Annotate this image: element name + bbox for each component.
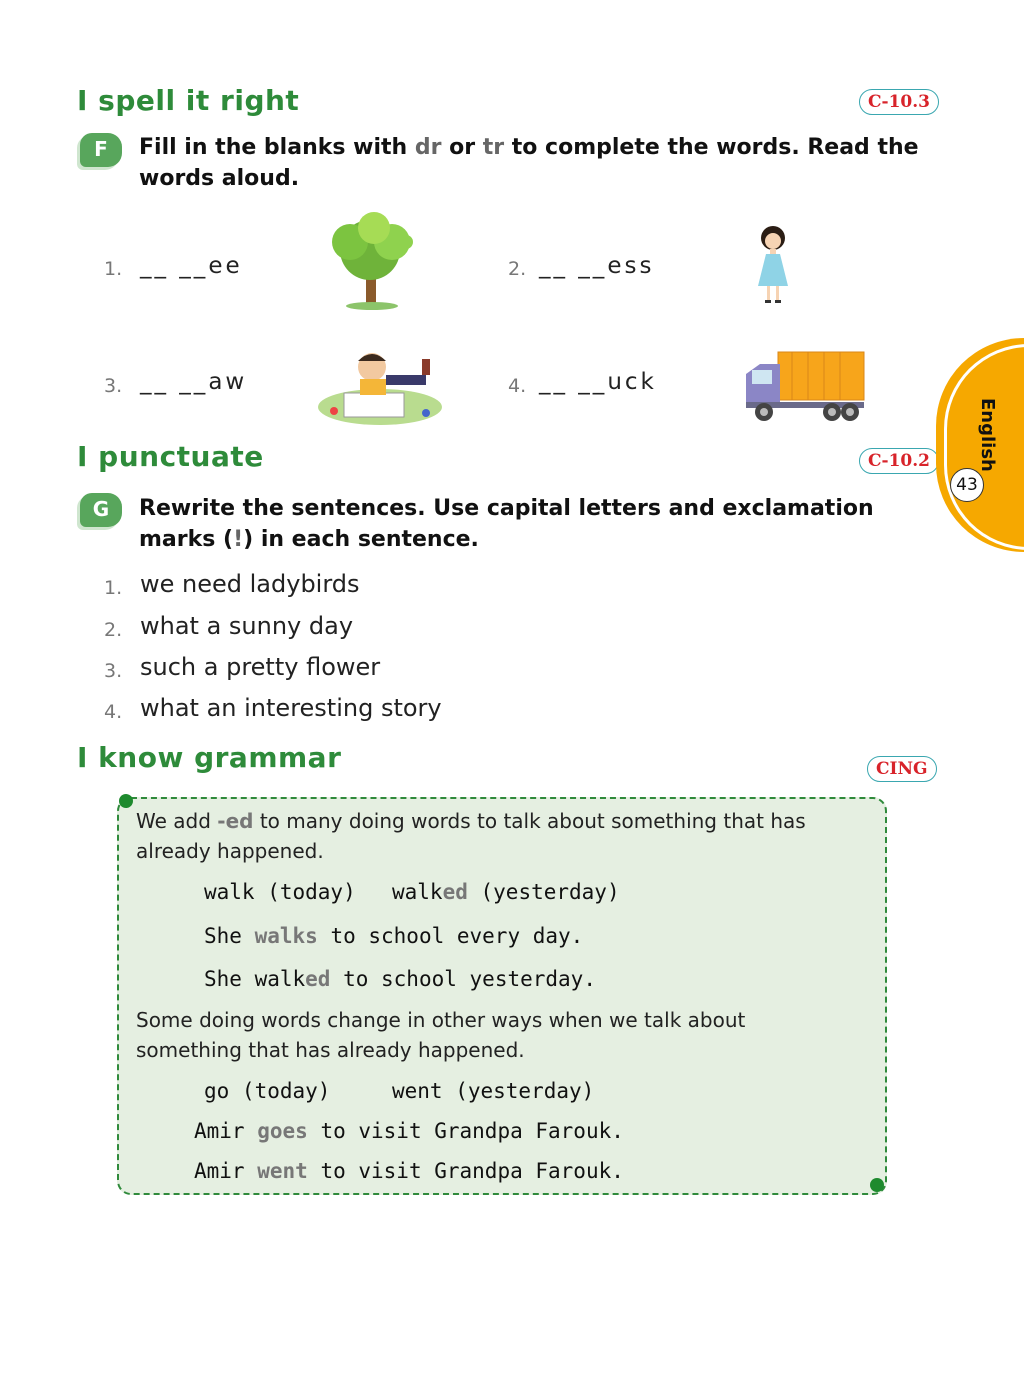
sentence-item: such a pretty flower bbox=[140, 653, 381, 681]
activity-marker-g: G bbox=[80, 493, 122, 527]
grammar-intro: We add -ed to many doing words to talk about something that has already happened. bbox=[136, 809, 806, 863]
section-heading-punctuate: I punctuate bbox=[77, 440, 264, 473]
example-go-today: go (today) bbox=[204, 1079, 331, 1103]
subject-side-tab bbox=[936, 338, 1024, 552]
page-number: 43 bbox=[950, 468, 984, 502]
item-number: 1. bbox=[104, 577, 123, 599]
example-walked-yesterday: walked (yesterday) bbox=[392, 880, 620, 904]
example-sentence: Amir goes to visit Grandpa Farouk. bbox=[194, 1119, 624, 1143]
box-corner-dot bbox=[119, 794, 133, 808]
instruction-punctuate: Rewrite the sentences. Use capital letters and exclamation marks (!) in each sentence. bbox=[139, 496, 874, 552]
item-number: 3. bbox=[104, 375, 123, 397]
item-number: 4. bbox=[104, 701, 123, 723]
boy-drawing-illustration bbox=[314, 345, 448, 429]
fill-blank-word: __ __uck bbox=[539, 369, 657, 395]
sentence-item: we need ladybirds bbox=[140, 570, 360, 598]
fill-blank-word: __ __ess bbox=[539, 253, 655, 279]
tree-illustration bbox=[322, 212, 422, 310]
example-sentence: She walks to school every day. bbox=[204, 924, 584, 948]
example-walk-today: walk (today) bbox=[204, 880, 356, 904]
curriculum-code-badge: C-10.3 bbox=[859, 89, 939, 115]
section-heading-grammar: I know grammar bbox=[77, 741, 342, 774]
example-went-yesterday: went (yesterday) bbox=[392, 1079, 595, 1103]
curriculum-code-badge: CING bbox=[867, 756, 937, 782]
sentence-item: what a sunny day bbox=[140, 612, 354, 640]
curriculum-code-badge: C-10.2 bbox=[859, 448, 939, 474]
example-sentence: Amir went to visit Grandpa Farouk. bbox=[194, 1159, 624, 1183]
truck-illustration bbox=[742, 350, 866, 424]
item-number: 2. bbox=[508, 258, 527, 280]
section-heading-spell: I spell it right bbox=[77, 84, 300, 117]
activity-marker-f: F bbox=[80, 133, 122, 167]
instruction-spell: Fill in the blanks with dr or tr to complete the words. Read the words aloud. bbox=[139, 135, 919, 191]
item-number: 1. bbox=[104, 258, 123, 280]
grammar-paragraph: Some doing words change in other ways when we talk about something that has already happened. bbox=[136, 1008, 746, 1062]
subject-label: English bbox=[977, 398, 998, 472]
fill-blank-word: __ __ee bbox=[140, 253, 243, 279]
sentence-item: what an interesting story bbox=[140, 694, 442, 722]
box-corner-dot bbox=[870, 1178, 884, 1192]
girl-in-dress-illustration bbox=[748, 224, 798, 308]
item-number: 2. bbox=[104, 619, 123, 641]
example-sentence: She walked to school yesterday. bbox=[204, 967, 596, 991]
item-number: 3. bbox=[104, 660, 123, 682]
item-number: 4. bbox=[508, 375, 527, 397]
fill-blank-word: __ __aw bbox=[140, 369, 248, 395]
